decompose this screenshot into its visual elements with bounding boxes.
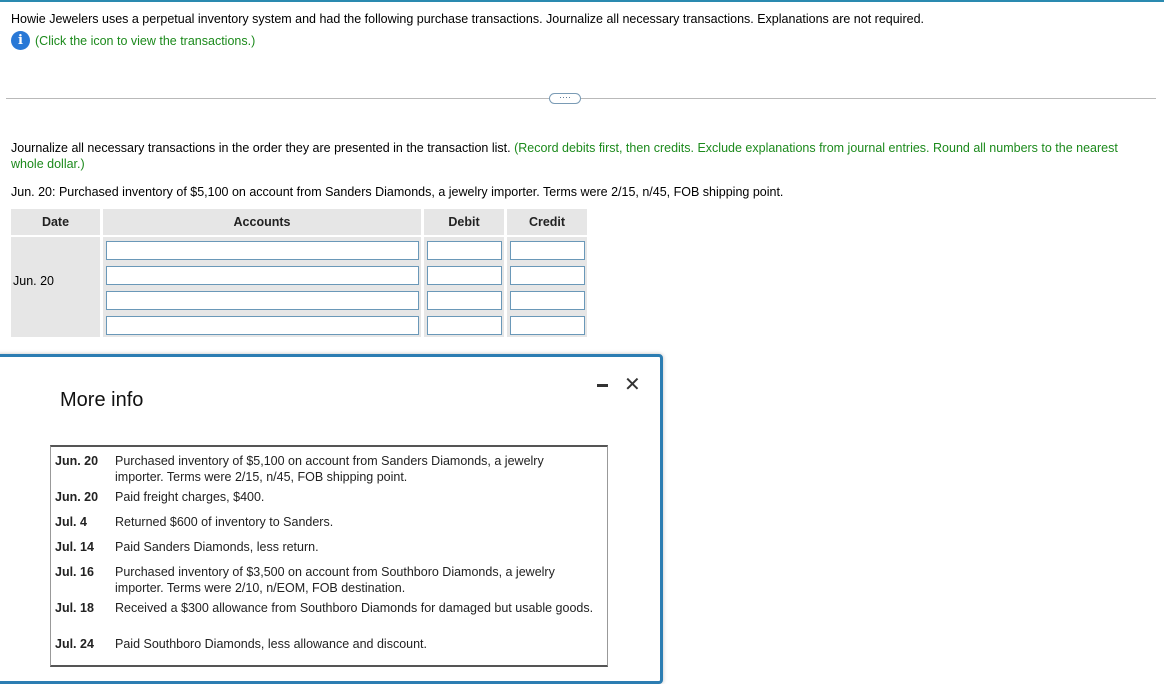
instructions — [11, 140, 1131, 172]
header-debit: Debit — [424, 209, 504, 235]
transaction-date: Jul. 14 — [55, 540, 94, 554]
instructions-hint: (Record debits first, then credits. Exclude explanations from journal entries. Round all numbers to the nearest whole dollar.) — [11, 141, 1118, 171]
transaction-desc: Paid freight charges, $400. — [115, 490, 265, 504]
transaction-desc: Purchased inventory of $3,500 on account from Southboro Diamonds, a jewelry importer. Terms were 2/10, n/EOM, FOB destination. — [115, 565, 555, 595]
close-icon[interactable]: ✕ — [624, 372, 641, 396]
account-input-3[interactable] — [106, 291, 419, 310]
transaction-date: Jul. 18 — [55, 601, 94, 615]
transactions-list — [50, 445, 608, 667]
credit-input-3[interactable] — [510, 291, 585, 310]
info-icon[interactable]: i — [11, 31, 30, 50]
credit-input-4[interactable] — [510, 316, 585, 335]
transaction-desc: Paid Southboro Diamonds, less allowance and discount. — [115, 637, 427, 651]
transaction-desc: Returned $600 of inventory to Sanders. — [115, 515, 334, 529]
minimize-icon[interactable] — [597, 384, 608, 387]
transaction-date: Jun. 20 — [55, 454, 99, 468]
account-input-1[interactable] — [106, 241, 419, 260]
question-prompt: Jun. 20: Purchased inventory of $5,100 on account from Sanders Diamonds, a jewelry importer. Terms were 2/15, n/45, FOB shipping point. — [11, 185, 784, 199]
transaction-date: Jul. 16 — [55, 565, 94, 579]
credit-input-2[interactable] — [510, 266, 585, 285]
more-info-dialog — [0, 354, 663, 684]
debit-input-3[interactable] — [427, 291, 502, 310]
view-transactions-link[interactable] — [11, 31, 255, 50]
debit-input-1[interactable] — [427, 241, 502, 260]
header-credit: Credit — [507, 209, 587, 235]
section-divider — [6, 98, 1156, 99]
debit-input-2[interactable] — [427, 266, 502, 285]
problem-intro: Howie Jewelers uses a perpetual inventory system and had the following purchase transactions. Journalize all necessary transactions. Explanations are not required. — [11, 12, 924, 26]
top-border — [0, 0, 1164, 2]
account-input-4[interactable] — [106, 316, 419, 335]
header-date: Date — [11, 209, 100, 235]
debit-input-4[interactable] — [427, 316, 502, 335]
transaction-desc: Paid Sanders Diamonds, less return. — [115, 540, 319, 554]
transaction-desc: Received a $300 allowance from Southboro Diamonds for damaged but usable goods. — [115, 601, 594, 615]
transaction-date: Jun. 20 — [55, 490, 99, 504]
transaction-desc: Purchased inventory of $5,100 on account from Sanders Diamonds, a jewelry importer. Terms were 2/15, n/45, FOB shipping point. — [115, 454, 544, 484]
credit-input-1[interactable] — [510, 241, 585, 260]
dialog-title: More info — [60, 389, 144, 411]
transaction-date: Jul. 4 — [55, 515, 87, 529]
expand-button[interactable]: ···· — [549, 93, 581, 104]
transaction-date: Jul. 24 — [55, 637, 94, 651]
account-input-2[interactable] — [106, 266, 419, 285]
view-transactions-label[interactable]: (Click the icon to view the transactions.) — [35, 33, 256, 48]
date-cell — [11, 237, 100, 337]
date-value: Jun. 20 — [13, 274, 55, 288]
instructions-main: Journalize all necessary transactions in the order they are presented in the transaction list. — [11, 141, 511, 155]
header-accounts: Accounts — [103, 209, 421, 235]
